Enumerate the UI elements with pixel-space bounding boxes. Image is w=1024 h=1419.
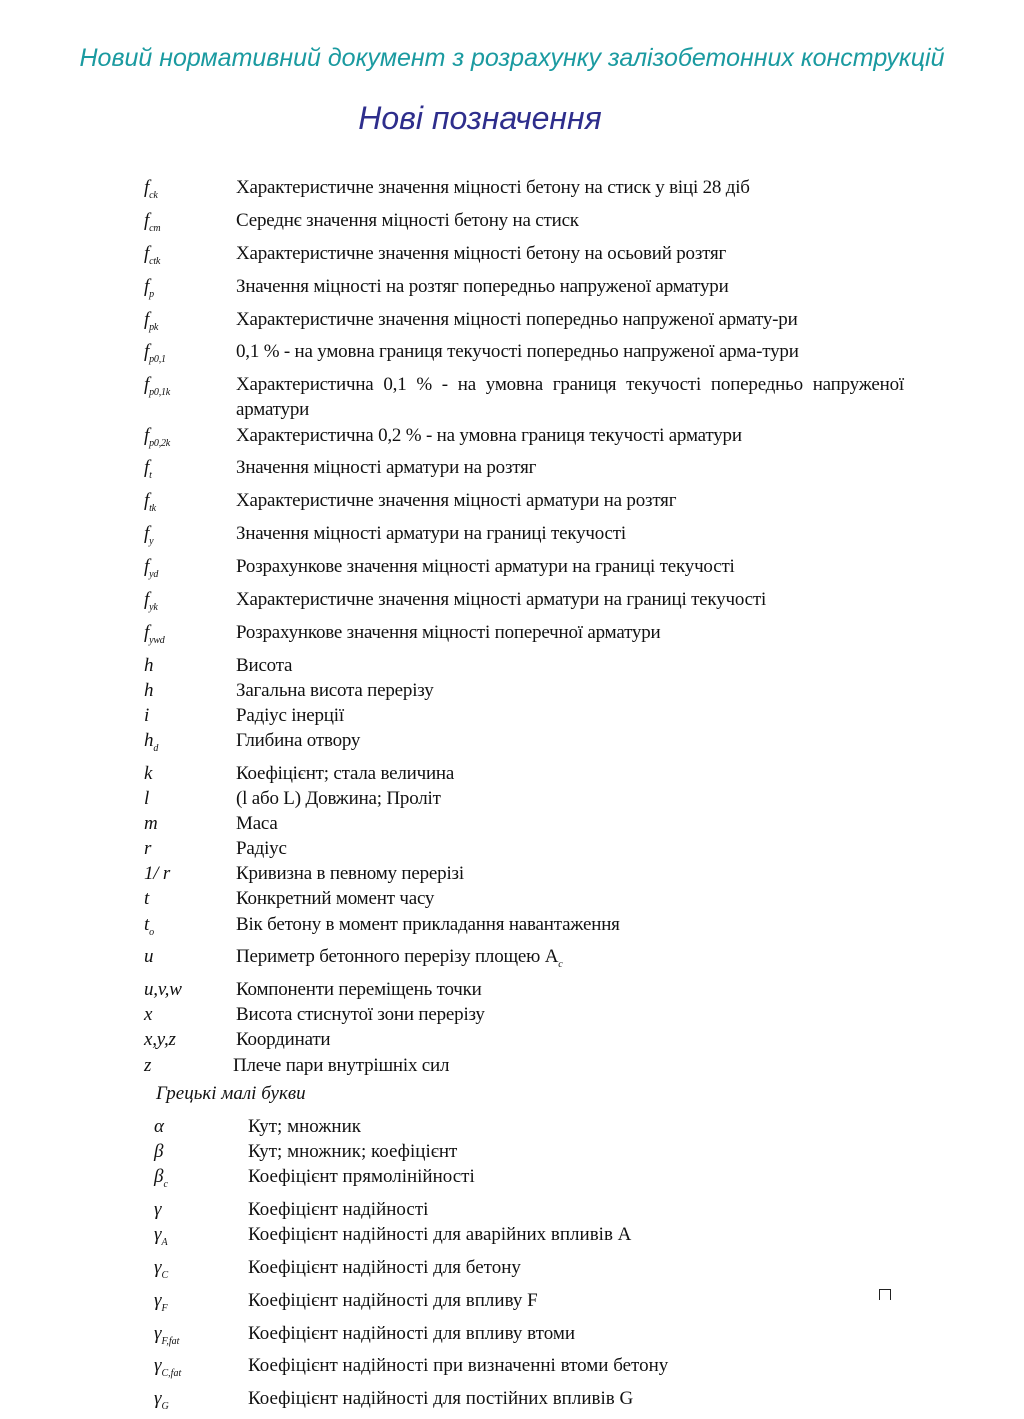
description-text: Кривизна в певному перерізі [236, 863, 464, 885]
notation-symbol [154, 1197, 248, 1222]
notation-symbol [144, 620, 236, 653]
notation-symbol [154, 1255, 248, 1288]
symbol-base: f [144, 424, 150, 446]
latin-row [144, 653, 904, 678]
description-text: Коефіцієнт надійності для постійних впливів G [248, 1388, 634, 1410]
description-text: Периметр бетонного перерізу площею A [236, 946, 559, 968]
notation-symbol [144, 1053, 236, 1078]
description-text: Характеристична 0,1 % - на умовна границя текучості попередньо напруженої арматури [236, 374, 904, 421]
notation-description [236, 836, 904, 861]
notation-description [248, 1353, 904, 1386]
description-text: Середнє значення міцності бетону на стиск [236, 209, 579, 231]
notation-description [236, 861, 904, 886]
notation-symbol [144, 653, 236, 678]
symbol-subscript: C [161, 1269, 169, 1281]
greek-row [154, 1164, 904, 1197]
notation-symbol [144, 836, 236, 861]
symbol-base: f [144, 275, 150, 297]
symbol-subscript: t [149, 470, 152, 482]
greek-row [154, 1197, 904, 1222]
notation-description [236, 678, 904, 703]
latin-row [144, 761, 904, 786]
symbol-subscript: p0,1 [149, 354, 166, 366]
notation-description [236, 307, 904, 340]
latin-row [144, 678, 904, 703]
symbol-base: f [144, 374, 150, 396]
symbol-base: z [144, 1054, 152, 1076]
notation-description [236, 241, 904, 274]
symbol-subscript: F,fat [161, 1335, 180, 1347]
description-text: Коефіцієнт надійності при визначенні втоми бетону [248, 1355, 669, 1377]
description-text: Радіус інерції [236, 704, 344, 726]
symbol-subscript: c [163, 1178, 168, 1190]
description-text: Висота стиснутої зони перерізу [236, 1004, 485, 1026]
symbol-subscript: pk [149, 321, 159, 333]
symbol-base: γ [154, 1198, 162, 1220]
notation-description [236, 703, 904, 728]
notation-symbol [144, 554, 236, 587]
notation-symbol [154, 1164, 248, 1197]
document-header: Новий нормативний документ з розрахунку залізобетонних конструкцій [79, 44, 945, 72]
latin-row [144, 488, 904, 521]
notation-description [236, 1002, 904, 1027]
latin-row [144, 307, 904, 340]
description-text: Маса [236, 813, 278, 835]
notation-description [236, 274, 904, 307]
symbol-subscript: yd [149, 568, 159, 580]
notation-symbol [144, 861, 236, 886]
notation-symbol [144, 886, 236, 911]
symbol-base: r [144, 838, 152, 860]
description-text: Радіус [236, 838, 287, 860]
latin-row [144, 339, 904, 372]
latin-row [144, 1002, 904, 1027]
latin-row [144, 977, 904, 1002]
symbol-base: f [144, 209, 150, 231]
symbol-base: β [154, 1165, 164, 1187]
notation-symbol [154, 1222, 248, 1255]
description-text: Конкретний момент часу [236, 888, 435, 910]
symbol-base: l [144, 788, 150, 810]
symbol-base: β [154, 1140, 164, 1162]
description-text: Розрахункове значення міцності поперечної арматури [236, 621, 661, 643]
symbol-base: 1/ r [144, 863, 171, 885]
symbol-base: f [144, 341, 150, 363]
symbol-base: x,y,z [144, 1029, 176, 1051]
symbol-subscript: p0,2k [149, 437, 171, 449]
latin-row [144, 786, 904, 811]
greek-row [154, 1386, 904, 1419]
symbol-subscript: A [161, 1236, 168, 1248]
greek-row [154, 1321, 904, 1354]
latin-notation-list [144, 175, 904, 1078]
latin-row [144, 521, 904, 554]
symbol-base: f [144, 523, 150, 545]
symbol-subscript: p [149, 288, 154, 300]
greek-row [154, 1114, 904, 1139]
notation-list [144, 175, 904, 1419]
latin-row [144, 1027, 904, 1052]
symbol-base: k [144, 762, 153, 784]
symbol-base: m [144, 813, 158, 835]
symbol-subscript: ck [149, 189, 158, 201]
symbol-base: t [144, 888, 150, 910]
symbol-base: γ [154, 1256, 162, 1278]
notation-description [236, 1027, 904, 1052]
symbol-base: γ [154, 1322, 162, 1344]
description-text: Вік бетону в момент прикладання навантаження [236, 913, 620, 935]
description-text: Коефіцієнт надійності для впливу втоми [248, 1322, 576, 1344]
symbol-subscript: F [161, 1302, 168, 1314]
latin-row [144, 241, 904, 274]
latin-row [144, 886, 904, 911]
description-text: Характеристичне значення міцності бетону на стиск у віці 28 діб [236, 177, 750, 198]
notation-description [236, 423, 904, 456]
notation-description [248, 1139, 904, 1164]
page-title: Нові позначення [358, 100, 602, 136]
notation-symbol [144, 977, 236, 1002]
symbol-subscript: ywd [149, 634, 165, 646]
notation-description [236, 944, 904, 977]
symbol-subscript: ctk [149, 255, 161, 267]
symbol-subscript: tk [149, 503, 156, 515]
symbol-subscript: o [149, 926, 154, 938]
symbol-subscript: yk [149, 601, 158, 613]
symbol-base: γ [154, 1223, 162, 1245]
notation-symbol [144, 703, 236, 728]
description-text: Компоненти переміщень точки [236, 979, 482, 1001]
greek-row [154, 1288, 904, 1321]
latin-row [144, 208, 904, 241]
notation-description [233, 1053, 904, 1078]
description-text: Характеристичне значення міцності бетону на осьовий розтяг [236, 242, 727, 264]
latin-row [144, 1053, 904, 1078]
latin-row [144, 861, 904, 886]
symbol-base: γ [154, 1355, 162, 1377]
notation-symbol [144, 241, 236, 274]
symbol-base: γ [154, 1388, 162, 1410]
latin-row [144, 372, 904, 422]
notation-symbol [144, 521, 236, 554]
notation-symbol [154, 1353, 248, 1386]
symbol-subscript: G [161, 1401, 169, 1413]
description-text: 0,1 % - на умовна границя текучості попередньо напруженої арма-тури [236, 341, 799, 363]
latin-row [144, 423, 904, 456]
description-text: Коефіцієнт надійності для аварійних впливів A [248, 1223, 632, 1245]
description-text: Значення міцності арматури на границі текучості [236, 523, 626, 545]
symbol-base: γ [154, 1289, 162, 1311]
notation-description [236, 761, 904, 786]
description-text: Характеристична 0,2 % - на умовна границя текучості арматури [236, 424, 742, 446]
notation-description [236, 912, 904, 945]
description-text: Характеристичне значення міцності попередньо напруженої армату-ри [236, 308, 798, 330]
symbol-base: f [144, 588, 150, 610]
notation-description [248, 1222, 904, 1255]
notation-symbol [144, 678, 236, 703]
description-text: Коефіцієнт надійності [248, 1198, 429, 1220]
description-text: Кут; множник; коефіцієнт [248, 1140, 458, 1162]
latin-row [144, 274, 904, 307]
latin-row [144, 554, 904, 587]
greek-row [154, 1222, 904, 1255]
notation-symbol [154, 1386, 248, 1419]
notation-symbol [144, 1002, 236, 1027]
notation-description [236, 521, 904, 554]
latin-row [144, 175, 904, 208]
description-text: Координати [236, 1029, 331, 1051]
description-subscript: c [558, 959, 563, 971]
notation-description [236, 977, 904, 1002]
notation-description [236, 208, 904, 241]
notation-description [236, 587, 904, 620]
greek-row [154, 1139, 904, 1164]
notation-symbol [144, 761, 236, 786]
symbol-base: f [144, 556, 150, 578]
description-text: Глибина отвору [236, 730, 361, 752]
notation-symbol [154, 1139, 248, 1164]
latin-row [144, 944, 904, 977]
notation-description [248, 1197, 904, 1222]
symbol-base: u,v,w [144, 979, 182, 1001]
description-text: Коефіцієнт надійності для бетону [248, 1256, 521, 1278]
greek-notation-list [144, 1114, 904, 1419]
notation-description [248, 1255, 904, 1288]
notation-symbol [144, 339, 236, 372]
notation-description [236, 372, 904, 422]
description-text: Коефіцієнт; стала величина [236, 762, 455, 784]
notation-description [248, 1164, 904, 1197]
notation-description [236, 653, 904, 678]
symbol-base: h [144, 730, 154, 752]
notation-description [236, 488, 904, 521]
latin-row [144, 811, 904, 836]
notation-description [236, 620, 904, 653]
symbol-base: i [144, 704, 150, 726]
latin-row [144, 912, 904, 945]
description-text: Розрахункове значення міцності арматури на границі текучості [236, 556, 735, 578]
latin-row [144, 455, 904, 488]
symbol-base: f [144, 457, 150, 479]
symbol-base: f [144, 308, 150, 330]
description-text: Характеристичне значення міцності арматури на границі текучості [236, 588, 767, 610]
latin-row [144, 587, 904, 620]
notation-symbol [144, 811, 236, 836]
symbol-base: f [144, 621, 150, 643]
notation-symbol [144, 1027, 236, 1052]
symbol-base: h [144, 679, 154, 701]
notation-symbol [144, 912, 236, 945]
latin-row [144, 836, 904, 861]
notation-symbol [144, 944, 236, 977]
symbol-base: f [144, 490, 150, 512]
description-text: Коефіцієнт надійності для впливу F [248, 1289, 538, 1311]
latin-row [144, 728, 904, 761]
notation-description [236, 886, 904, 911]
symbol-base: f [144, 177, 150, 198]
symbol-subscript: C,fat [161, 1368, 182, 1380]
corner-mark [879, 1289, 891, 1300]
notation-symbol [144, 208, 236, 241]
notation-symbol [144, 423, 236, 456]
description-text: Загальна висота перерізу [236, 679, 434, 701]
symbol-base: u [144, 946, 154, 968]
description-text: Значення міцності на розтяг попередньо напруженої арматури [236, 275, 729, 297]
symbol-subscript: y [149, 536, 154, 547]
notation-description [236, 175, 904, 208]
notation-symbol [154, 1288, 248, 1321]
description-text: Характеристичне значення міцності арматури на розтяг [236, 490, 677, 512]
notation-symbol [144, 274, 236, 307]
description-text: Кут; множник [248, 1115, 361, 1137]
notation-description [248, 1288, 904, 1321]
notation-symbol [144, 728, 236, 761]
notation-symbol [144, 455, 236, 488]
notation-symbol [144, 587, 236, 620]
notation-description [236, 455, 904, 488]
notation-description [236, 811, 904, 836]
symbol-subscript: cm [149, 222, 161, 234]
notation-symbol [144, 372, 236, 422]
notation-symbol [144, 488, 236, 521]
description-text: Висота [236, 654, 293, 676]
greek-row [154, 1255, 904, 1288]
symbol-base: t [144, 913, 150, 935]
description-text: Плече пари внутрішніх сил [233, 1054, 450, 1076]
notation-description [248, 1386, 904, 1419]
greek-heading: Грецькі малі букви [156, 1082, 306, 1104]
notation-symbol [144, 175, 236, 208]
notation-symbol [154, 1321, 248, 1354]
notation-symbol [144, 307, 236, 340]
symbol-base: x [144, 1004, 153, 1026]
description-text: Значення міцності арматури на розтяг [236, 457, 537, 479]
notation-description [236, 554, 904, 587]
symbol-base: α [154, 1115, 164, 1137]
latin-row [144, 620, 904, 653]
latin-row [144, 703, 904, 728]
notation-symbol [154, 1114, 248, 1139]
symbol-base: f [144, 242, 150, 264]
description-text: (l або L) Довжина; Проліт [236, 788, 441, 810]
notation-description [236, 339, 904, 372]
notation-description [248, 1321, 904, 1354]
notation-description [236, 728, 904, 761]
symbol-base: h [144, 654, 154, 676]
notation-symbol [144, 786, 236, 811]
symbol-subscript: p0,1k [149, 387, 171, 399]
notation-description [248, 1114, 904, 1139]
greek-row [154, 1353, 904, 1386]
description-text: Коефіцієнт прямолінійності [248, 1165, 475, 1187]
notation-description [236, 786, 904, 811]
symbol-subscript: d [153, 742, 159, 754]
